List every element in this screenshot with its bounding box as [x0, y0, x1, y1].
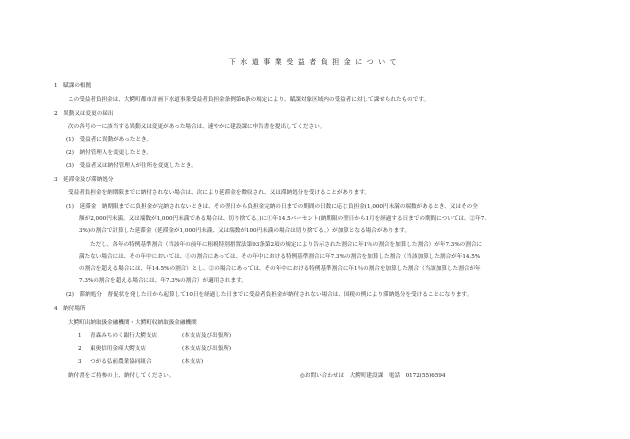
- bank-branch: (本支店): [182, 359, 204, 365]
- proviso-paragraph-line: ただし、各年の特例基準割合（当該年の前年に租税特別措置法第93条第2項の規定により告示された割合に年1％の割合を加算した割合）が年7.3%の割合に: [90, 242, 483, 248]
- section-3-heading: 3 延滞金及び滞納処分: [54, 177, 114, 183]
- delinquency-paragraph: (2) 滞納処分 督促状を発した日から起算して10日を経過した日までに受益者負担金が納付されない場合は、国税の例により滞納処分を受けることになります。: [66, 292, 473, 298]
- section-3-intro: 受益者負担金を納期限までに納付されない場合は、次により延滞金を徴収され、又は滞納処分を受けることがあります。: [68, 190, 370, 196]
- section-1-body: この受益者負担金は、大鰐町都市計画下水道事業受益者負担金条例第6条の規定により、賦課対象区域内の受益者に対して課せられたものです。: [68, 97, 430, 103]
- bank-branch: (本支店及び出張所): [182, 346, 232, 352]
- section-4-heading: 4 納付場所: [54, 306, 86, 312]
- bank-name: 青森みちのく銀行大鰐支店: [90, 333, 158, 339]
- section-1-heading: 1 賦課の根拠: [54, 83, 92, 89]
- contact-info: ◎お問い合わせは 大鰐町建設課 電話 0172(55)6594: [300, 373, 446, 379]
- proviso-paragraph-line: の割合を超える場合には、年14.5%の割合）とし、②の場合にあっては、その年中における特例基準割合に年1％の割合を加算した割合（当該加算した割合が年: [79, 266, 481, 272]
- section-4-intro: 大鰐町出納取扱金融機関・大鰐町収納取扱金融機関: [68, 320, 197, 326]
- late-fee-paragraph-line: (1) 延滞金 納期限までに負担金が完納されないときは、その翌日から負担金完納の日までの期間の日数に応じ負担金(1,000円未満の端数があるとき、又はその全: [66, 204, 478, 210]
- proviso-paragraph-line: 満たない場合には、その年中においては、①の割合にあっては、その年中における特例基準割合に年7.3%の割合を加算した割合（当該加算した割合が年14.5%: [79, 254, 481, 260]
- section-2-heading: 2 異動又は変更の届出: [54, 111, 114, 117]
- section-2-item: (1) 受益者に異動があったとき。: [66, 137, 152, 143]
- payment-note: 納付書をご持参の上、納付してください。: [68, 373, 175, 379]
- bank-branch: (本支店及び出張所): [182, 333, 232, 339]
- bank-number: 3: [78, 359, 82, 365]
- proviso-paragraph-line: 7.3%の割合を超える場合には、年7.3%の割合）が適用されます。: [79, 278, 247, 284]
- bank-name: 東奥信用金庫大鰐支店: [90, 346, 146, 352]
- section-2-item: (2) 納付管理人を変更したとき。: [66, 150, 153, 156]
- bank-number: 2: [78, 346, 82, 352]
- document-title: 下水道事業受益者負担金について: [228, 58, 402, 66]
- bank-number: 1: [78, 333, 82, 339]
- late-fee-paragraph-line: 3%)の割合で計算した延滞金（延滞金が1,000円未満、又は端数が100円未満の場合は切り捨てる。）が加算となる場合があります。: [79, 228, 410, 234]
- bank-name: つがる弘前農業協同組合: [90, 359, 152, 365]
- section-2-intro: 次の各号の一に該当する異動又は変更があった場合は、速やかに建設課に申告書を提出してください。: [68, 124, 326, 130]
- section-2-item: (3) 受益者又は納付管理人が住所を変更したとき。: [66, 163, 197, 169]
- late-fee-paragraph-line: 額が2,000円未満、又は端数が1,000円未満である場合は、切り捨てる。)に①年14.5パーセント(納期限の翌日から1月を経過する日までの期間については、②年7.: [79, 216, 487, 222]
